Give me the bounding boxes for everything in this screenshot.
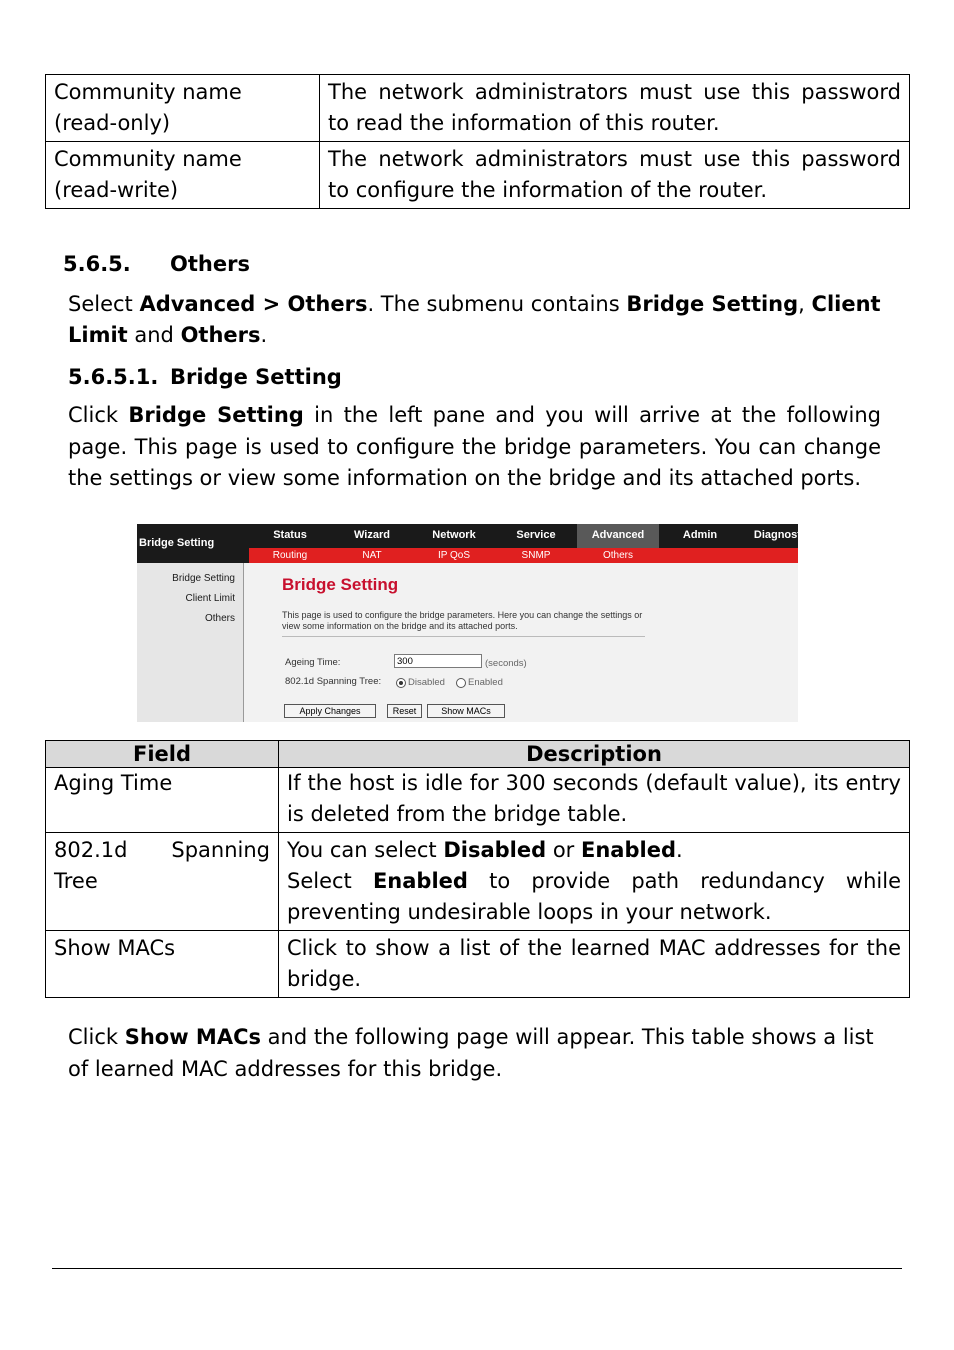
nav-status[interactable]: Status: [273, 529, 307, 541]
stp-label: 802.1d Spanning Tree:: [285, 676, 382, 687]
nav-advanced[interactable]: Advanced: [577, 524, 659, 548]
subnav-routing[interactable]: Routing: [272, 550, 308, 561]
table-row: [46, 833, 910, 931]
header-description: Description: [279, 741, 910, 768]
page-description: This page is used to configure the bridge parameters. Here you can change the settings or view some information on the bridge and its attached ports.: [282, 610, 643, 631]
intro-paragraph: Select Advanced > Others. The submenu contains Bridge Setting, Client Limit and Others.: [68, 292, 881, 347]
side-item-client-limit[interactable]: Client Limit: [185, 593, 235, 604]
sub-nav: [249, 548, 798, 563]
subnav-snmp[interactable]: SNMP: [521, 550, 551, 561]
bridge-paragraph: Click Bridge Setting in the left pane and you will arrive at the following page. This page is used to configure the bridge parameters. You can change the settings or view some information on the bridge and its attached ports.: [68, 403, 882, 490]
nav-wizard[interactable]: Wizard: [354, 529, 390, 541]
nav-network[interactable]: Network: [432, 529, 476, 541]
stp-disabled-radio[interactable]: [396, 678, 406, 688]
nav-service[interactable]: Service: [516, 529, 556, 541]
show-macs-button[interactable]: Show MACs: [427, 704, 505, 718]
section-heading: [63, 252, 250, 276]
table-header-row: [46, 741, 910, 768]
header-field: Field: [46, 741, 279, 768]
stp-enabled-radio[interactable]: [456, 678, 466, 688]
stp-desc: [279, 833, 910, 931]
footer-rule: [52, 1268, 902, 1269]
stp-desc-line2: Select Enabled to provide path redundancy while preventing undesirable loops in your network.: [287, 869, 901, 924]
brand-label: Bridge Setting: [137, 524, 249, 563]
table-row: [46, 768, 910, 833]
table-row: [46, 931, 910, 998]
field-description-table: [45, 740, 910, 998]
community-rw-term: Community name (read-write): [46, 142, 320, 209]
community-table: [45, 74, 910, 209]
stp-disabled-label: Disabled: [408, 677, 445, 688]
aging-desc: If the host is idle for 300 seconds (default value), its entry is deleted from the bridge table.: [279, 768, 910, 833]
stp-field: 802.1d Spanning Tree: [46, 833, 279, 931]
show-macs-paragraph: Click Show MACs and the following page will appear. This table shows a list of learned MAC addresses for this bridge.: [68, 1025, 874, 1081]
section-number: 5.6.5.: [63, 252, 131, 276]
main-nav: [249, 524, 823, 548]
stp-enabled-label: Enabled: [468, 677, 503, 688]
apply-changes-button[interactable]: Apply Changes: [284, 704, 376, 718]
ageing-unit-label: (seconds): [485, 658, 527, 669]
macs-field: Show MACs: [46, 931, 279, 998]
page-title: Bridge Setting: [282, 575, 399, 594]
side-item-bridge-setting[interactable]: Bridge Setting: [172, 573, 235, 584]
community-rw-desc: The network administrators must use this password to configure the information of the router.: [320, 142, 910, 209]
nav-diagnostic[interactable]: Diagnostic: [753, 529, 811, 541]
subsection-number: 5.6.5.1.: [68, 365, 159, 389]
aging-field: Aging Time: [46, 768, 279, 833]
subsection-heading: [68, 365, 342, 389]
side-menu: [137, 563, 244, 722]
section-title: Others: [170, 252, 250, 276]
ageing-time-input[interactable]: 300: [394, 654, 482, 668]
community-ro-term: Community name (read-only): [46, 75, 320, 142]
reset-button[interactable]: Reset: [387, 704, 422, 718]
table-row: [46, 142, 910, 209]
subsection-title: Bridge Setting: [170, 365, 342, 389]
side-item-others[interactable]: Others: [204, 613, 235, 624]
table-row: [46, 75, 910, 142]
nav-admin[interactable]: Admin: [682, 529, 718, 541]
stp-desc-line1: You can select Disabled or Enabled.: [287, 838, 683, 862]
ageing-time-label: Ageing Time:: [285, 657, 341, 668]
community-ro-desc: The network administrators must use this password to read the information of this router.: [320, 75, 910, 142]
router-screenshot: [137, 524, 811, 722]
macs-desc: Click to show a list of the learned MAC addresses for the bridge.: [279, 931, 910, 998]
subnav-nat[interactable]: NAT: [362, 550, 382, 561]
subnav-others[interactable]: Others: [602, 550, 633, 561]
divider: [282, 636, 645, 637]
subnav-ipqos[interactable]: IP QoS: [437, 550, 471, 561]
